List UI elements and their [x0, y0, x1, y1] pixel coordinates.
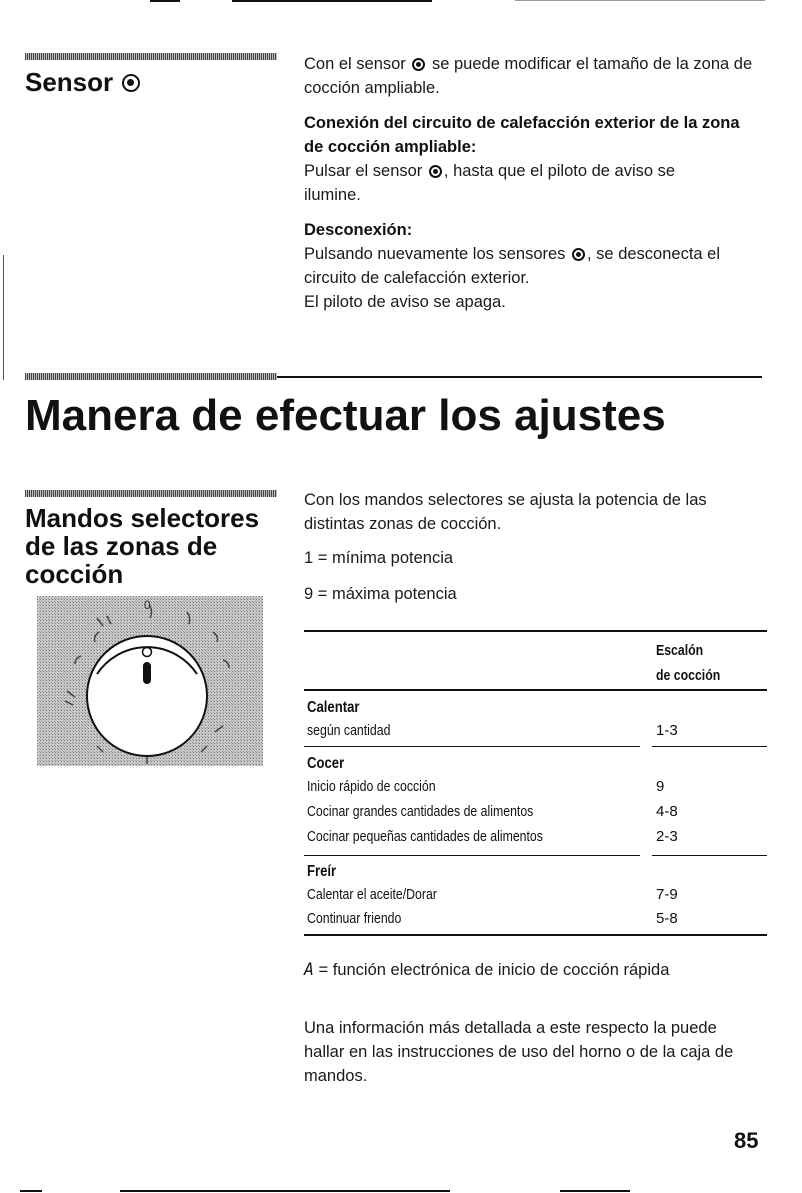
knob-heading-line: cocción — [25, 559, 124, 589]
footnote — [304, 958, 669, 982]
knob-heading-line: de las zonas de — [25, 531, 218, 561]
connect-heading: Conexión del circuito de calefacción exterior de la zona de cocción ampliable: — [304, 114, 740, 156]
sensor-icon — [572, 248, 585, 261]
group-title-text: Cocer — [307, 755, 345, 772]
sensor-heading — [25, 66, 142, 98]
table-header-line: de cocción — [656, 667, 721, 684]
title-rule — [277, 376, 762, 378]
knob-image — [37, 596, 263, 766]
table-group-rule — [652, 855, 767, 856]
row-value: 2-3 — [656, 828, 678, 845]
knob-heading — [25, 504, 259, 588]
row-label: Cocinar pequeñas cantidades de alimentos — [307, 828, 543, 845]
table-group-rule — [652, 746, 767, 747]
table-row — [307, 884, 465, 906]
group-title-text: Freír — [307, 863, 337, 880]
scan-margin-line — [3, 255, 4, 380]
sensor-intro-text: se puede modificar el tamaño de la zona de cocción ampliable. — [304, 55, 753, 97]
row-label: según cantidad — [307, 722, 391, 739]
table-top-rule — [304, 630, 767, 632]
table-row — [307, 776, 464, 798]
table-row — [307, 801, 583, 823]
table-row — [307, 908, 422, 930]
disconnect-heading: Desconexión: — [304, 221, 413, 239]
scan-edge-bottom — [120, 1190, 450, 1192]
footnote-text: = función electrónica de inicio de cocción rápida — [313, 961, 670, 979]
title-marker-bar — [25, 373, 277, 380]
table-header — [656, 638, 734, 688]
sensor-icon — [429, 165, 442, 178]
connect-text: Pulsar el sensor — [304, 162, 423, 180]
table-group-title — [307, 861, 343, 883]
table-group-rule — [304, 855, 640, 856]
more-info-text: Una información más detallada a este respecto la puede hallar en las instrucciones de uso del horno o de la caja de mandos. — [304, 1019, 734, 1085]
table-header-line: Escalón — [656, 642, 704, 659]
table-group-title — [307, 697, 371, 719]
section-marker-bar — [25, 53, 277, 60]
min-power-line: 1 = mínima potencia — [304, 549, 454, 567]
row-label: Inicio rápido de cocción — [307, 778, 436, 795]
max-power-line: 9 = máxima potencia — [304, 585, 457, 603]
disconnect-instruction — [304, 242, 734, 290]
row-value: 5-8 — [656, 910, 678, 927]
knob-zero-label: 0 — [144, 598, 151, 612]
table-row — [307, 826, 595, 848]
scan-edge-bottom — [560, 1190, 630, 1192]
row-label: Calentar el aceite/Dorar — [307, 886, 437, 903]
section-marker-bar — [25, 490, 277, 497]
row-value: 1-3 — [656, 722, 678, 739]
quick-start-symbol: A — [304, 960, 314, 979]
sensor-intro — [304, 52, 754, 100]
row-value: 4-8 — [656, 803, 678, 820]
page-title: Manera de efectuar los ajustes — [25, 391, 666, 440]
sensor-intro-text: Con el sensor — [304, 55, 406, 73]
table-group-title — [307, 753, 352, 775]
table-row — [307, 720, 409, 742]
connect-text: , hasta que el piloto de aviso se ilumine. — [304, 162, 676, 204]
row-value: 9 — [656, 778, 665, 795]
scan-edge-top — [232, 0, 432, 2]
row-label: Cocinar grandes cantidades de alimentos — [307, 803, 534, 820]
scan-edge-bottom — [20, 1190, 42, 1192]
group-title-text: Calentar — [307, 699, 360, 716]
row-value: 7-9 — [656, 886, 678, 903]
table-header-rule — [304, 689, 767, 691]
scan-edge-top — [150, 0, 180, 2]
connect-instruction — [304, 159, 734, 207]
sensor-icon — [412, 58, 425, 71]
knob-illustration — [37, 596, 263, 766]
knob-intro: Con los mandos selectores se ajusta la potencia de las distintas zonas de cocción. — [304, 491, 707, 533]
table-bottom-rule — [304, 934, 767, 936]
knob-heading-line: Mandos selectores — [25, 503, 260, 533]
row-label: Continuar friendo — [307, 910, 402, 927]
sensor-heading-text: Sensor — [25, 67, 114, 97]
scan-edge-top — [515, 0, 765, 1]
sensor-icon — [122, 74, 140, 92]
disconnect-note: El piloto de aviso se apaga. — [304, 293, 506, 311]
disconnect-text: , se desconecta el circuito de calefacción exterior. — [304, 245, 721, 287]
disconnect-text: Pulsando nuevamente los sensores — [304, 245, 566, 263]
page-number: 85 — [734, 1128, 759, 1153]
table-group-rule — [304, 746, 640, 747]
